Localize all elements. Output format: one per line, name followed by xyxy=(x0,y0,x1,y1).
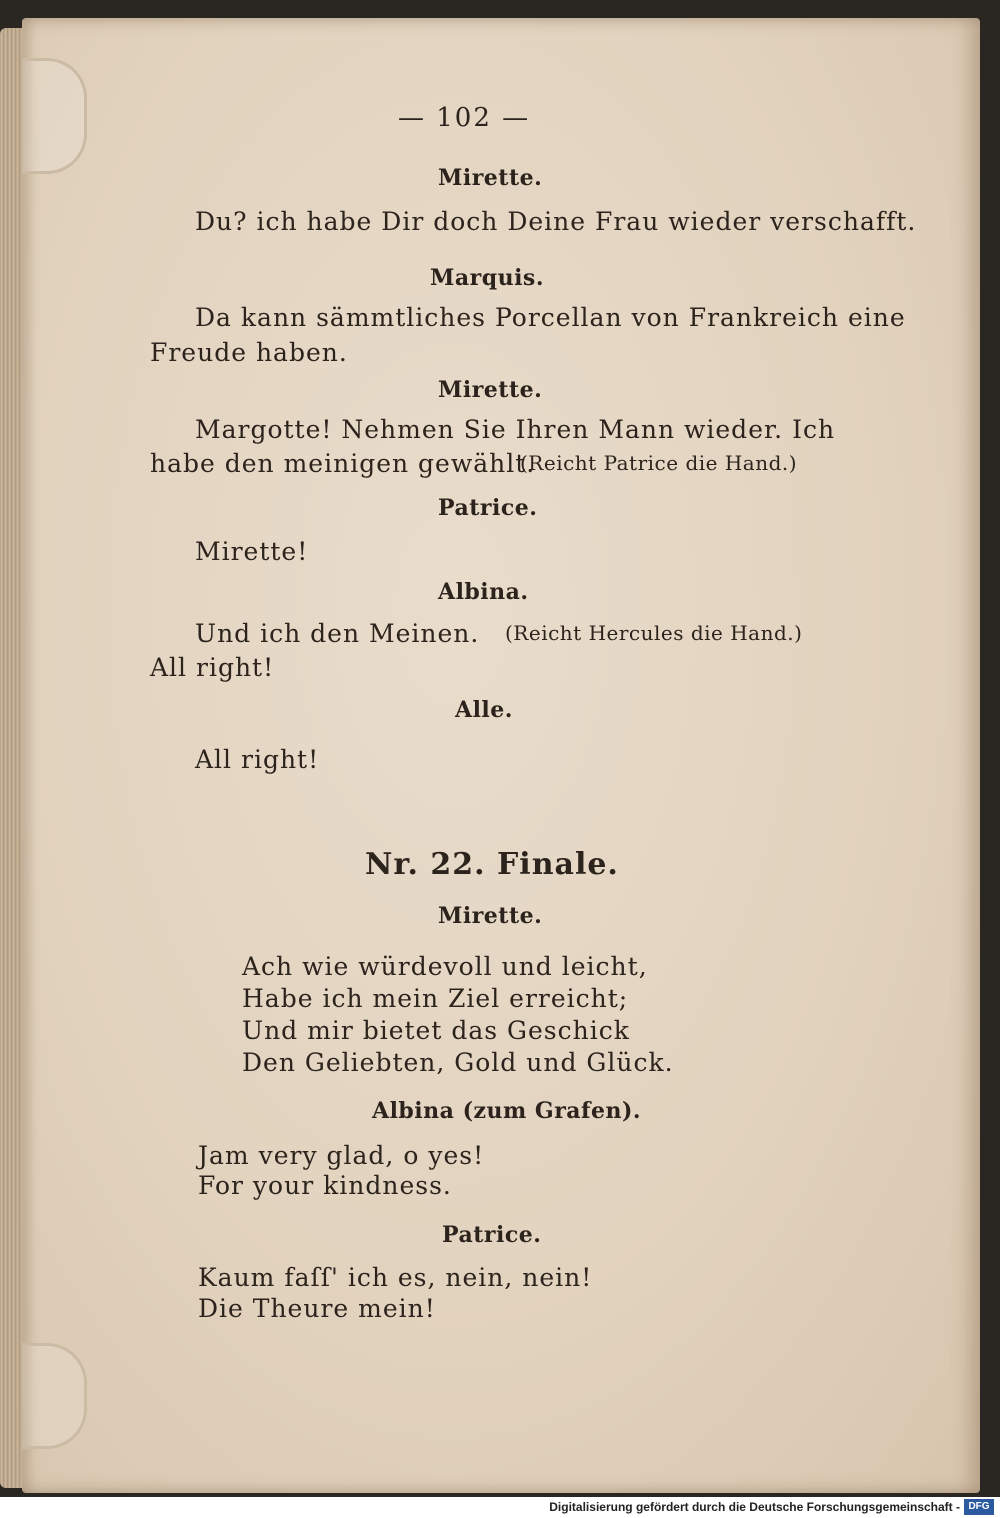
speaker-albina-1: Albina. xyxy=(438,579,529,605)
verse-line: Den Geliebten, Gold und Glück. xyxy=(242,1048,674,1077)
speaker-albina-2: Albina (zum Grafen). xyxy=(372,1098,642,1124)
page-clip-top xyxy=(22,58,87,174)
stage-direction: (Reicht Hercules die Hand.) xyxy=(505,621,803,645)
dialogue-line: Du? ich habe Dir doch Deine Frau wieder verschafft. xyxy=(195,207,917,236)
speaker-marquis: Marquis. xyxy=(430,265,544,291)
page-number: — 102 — xyxy=(398,103,531,133)
speaker-alle: Alle. xyxy=(455,697,513,723)
verse-line: For your kindness. xyxy=(198,1171,452,1200)
dialogue-line: Freude haben. xyxy=(150,338,348,367)
dialogue-line: Margotte! Nehmen Sie Ihren Mann wieder. Ich xyxy=(195,415,836,444)
dfg-logo: DFG xyxy=(964,1499,994,1515)
speaker-mirette-3: Mirette. xyxy=(438,903,543,929)
verse-line: Kaum faſſ' ich es, nein, nein! xyxy=(198,1263,593,1292)
verse-line: Jam very glad, o yes! xyxy=(198,1141,485,1170)
speaker-patrice-1: Patrice. xyxy=(438,495,538,521)
footer-bar xyxy=(0,1497,1000,1518)
dialogue-line: Da kann sämmtliches Porcellan von Frankreich eine xyxy=(195,303,906,332)
verse-line: Habe ich mein Ziel erreicht; xyxy=(242,984,629,1013)
stage-direction: (Reicht Patrice die Hand.) xyxy=(520,451,798,475)
speaker-patrice-2: Patrice. xyxy=(442,1222,542,1248)
section-heading: Nr. 22. Finale. xyxy=(365,847,619,882)
funding-credit: Digitalisierung gefördert durch die Deutsche Forschungsgemeinschaft - xyxy=(549,1500,960,1514)
verse-line: Die Theure mein! xyxy=(198,1294,436,1323)
dialogue-line: Mirette! xyxy=(195,537,309,566)
speaker-mirette-2: Mirette. xyxy=(438,377,543,403)
speaker-mirette-1: Mirette. xyxy=(438,165,543,191)
dialogue-line: All right! xyxy=(195,745,320,774)
verse-line: Ach wie würdevoll und leicht, xyxy=(242,952,648,981)
page-clip-bottom xyxy=(22,1343,87,1449)
dialogue-line: Und ich den Meinen. xyxy=(195,619,480,648)
dialogue-line: All right! xyxy=(150,653,275,682)
verse-line: Und mir bietet das Geschick xyxy=(242,1016,630,1045)
dialogue-line: habe den meinigen gewählt. xyxy=(150,449,536,478)
